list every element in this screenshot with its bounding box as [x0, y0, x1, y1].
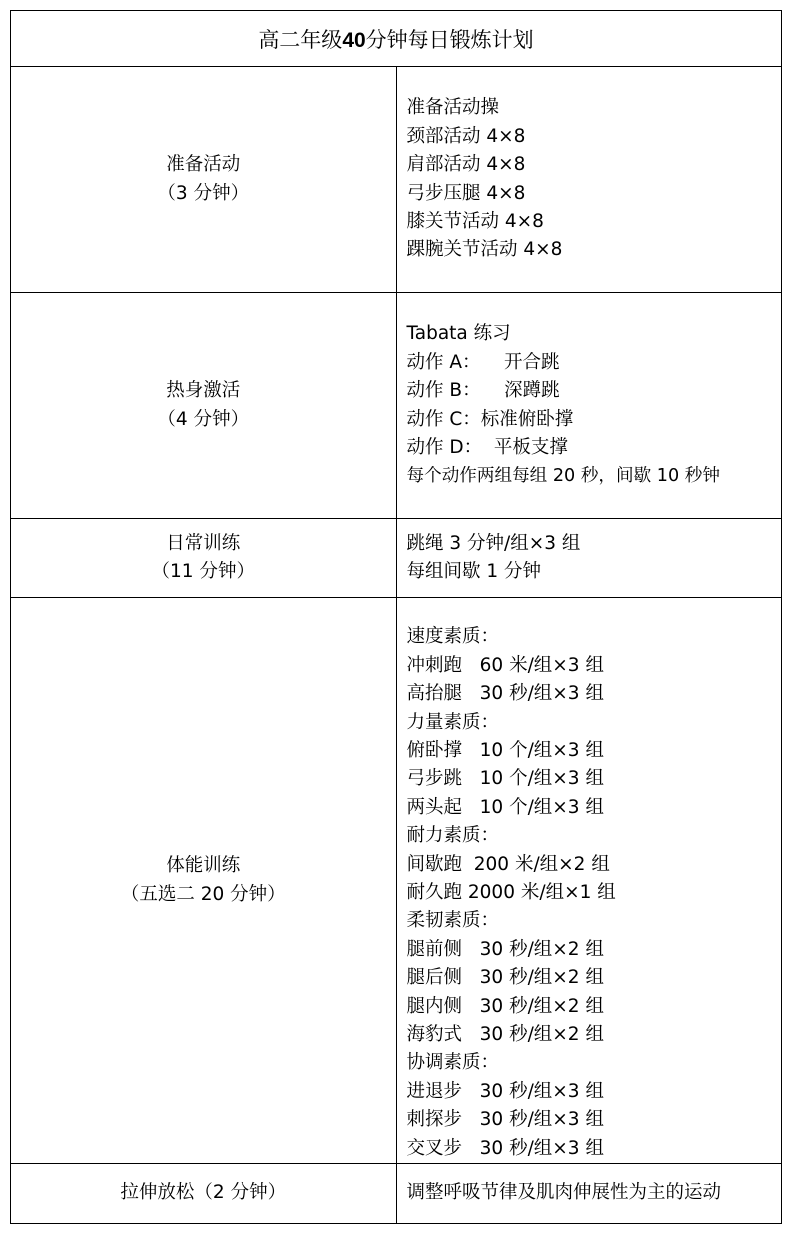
- content-line: 动作 B： 深蹲跳: [406, 380, 560, 402]
- content-line: 动作 C：标准俯卧撑: [406, 408, 574, 430]
- content-line: 速度素质：: [406, 626, 500, 648]
- content-text: 调整呼吸节律及肌肉伸展性为主的运动: [406, 1182, 722, 1204]
- content-line: 间歇跑 200 米/组×2 组: [406, 853, 610, 875]
- content-line: 每个动作两组每组 20 秒，间歇 10 秒钟: [406, 466, 720, 487]
- content-line: 柔韧素质：: [406, 910, 500, 932]
- content-cell-daily: [396, 519, 782, 598]
- content-line: 耐久跑 2000 米/组×1 组: [406, 881, 616, 903]
- phase-duration: （3 分钟）: [157, 182, 250, 204]
- content-line: 每组间歇 1 分钟: [406, 561, 542, 582]
- phase-cell-preparation: [11, 67, 397, 293]
- phase-duration: （4 分钟）: [157, 408, 250, 430]
- content-line: 腿前侧 30 秒/组×2 组: [406, 938, 604, 960]
- phase-cell-daily: [11, 519, 397, 598]
- phase-cell-physical: [11, 598, 397, 1164]
- title-prefix: 高二年级: [258, 27, 343, 52]
- content-line: 力量素质：: [406, 711, 500, 733]
- content-line: 弓步压腿 4×8: [406, 182, 526, 204]
- content-line: 两头起 10 个/组×3 组: [406, 796, 604, 818]
- content-line: 进退步 30 秒/组×3 组: [406, 1080, 604, 1102]
- phase-name: 准备活动: [166, 154, 241, 175]
- title-suffix: 分钟每日锻炼计划: [365, 27, 534, 52]
- content-line: 肩部活动 4×8: [406, 154, 526, 176]
- content-line: 俯卧撑 10 个/组×3 组: [406, 739, 604, 761]
- table-title: [11, 11, 782, 67]
- content-line: 跳绳 3 分钟/组×3 组: [406, 532, 581, 554]
- phase-name: 热身激活: [166, 380, 241, 401]
- content-line: 膝关节活动 4×8: [406, 210, 544, 232]
- content-cell-warmup: [396, 293, 782, 519]
- content-line: 腿后侧 30 秒/组×2 组: [406, 967, 604, 989]
- table-row: [11, 598, 782, 1164]
- phase-cell-stretch: [11, 1164, 397, 1224]
- phase-label: 拉伸放松（2 分钟）: [120, 1182, 287, 1204]
- content-line: 弓步跳 10 个/组×3 组: [406, 768, 604, 790]
- content-line: 准备活动操: [406, 97, 500, 119]
- title-row: [11, 11, 782, 67]
- phase-name: 体能训练: [166, 855, 241, 876]
- content-line: 刺探步 30 秒/组×3 组: [406, 1109, 604, 1131]
- content-line: Tabata 练习: [406, 323, 511, 345]
- content-line: 颈部活动 4×8: [406, 125, 526, 147]
- content-line: 腿内侧 30 秒/组×2 组: [406, 995, 604, 1017]
- phase-cell-warmup: [11, 293, 397, 519]
- phase-duration: （五选二 20 分钟）: [120, 883, 286, 905]
- content-line: 动作 A： 开合跳: [406, 351, 560, 373]
- content-cell-stretch: [396, 1164, 782, 1224]
- content-line: 踝腕关节活动 4×8: [406, 239, 563, 261]
- content-line: 高抬腿 30 秒/组×3 组: [406, 683, 604, 705]
- table-row: [11, 67, 782, 293]
- content-line: 海豹式 30 秒/组×2 组: [406, 1023, 604, 1045]
- content-line: 冲刺跑 60 米/组×3 组: [406, 654, 604, 676]
- content-line: 交叉步 30 秒/组×3 组: [406, 1137, 604, 1159]
- table-row: [11, 1164, 782, 1224]
- table-row: [11, 519, 782, 598]
- content-cell-physical: [396, 598, 782, 1164]
- table-row: [11, 293, 782, 519]
- content-line: 耐力素质：: [406, 825, 500, 847]
- content-line: 协调素质：: [406, 1052, 500, 1074]
- title-number: 40: [342, 28, 366, 52]
- phase-duration: （11 分钟）: [151, 561, 255, 582]
- exercise-plan-table: [10, 10, 782, 1224]
- content-cell-preparation: [396, 67, 782, 293]
- content-line: 动作 D： 平板支撑: [406, 436, 568, 458]
- phase-name: 日常训练: [166, 532, 241, 554]
